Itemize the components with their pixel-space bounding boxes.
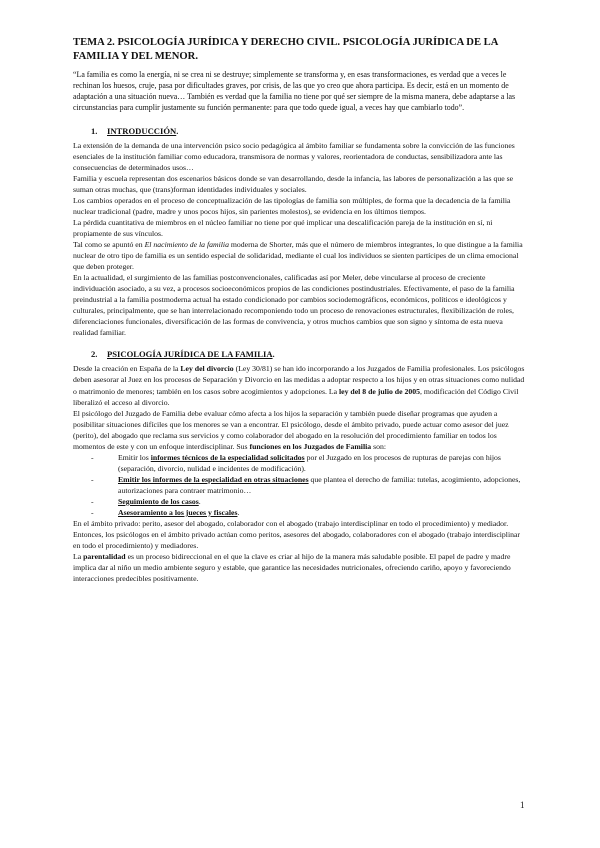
paragraph: Familia y escuela representan dos escenarios básicos donde se van desarrollando, desde la infancia, las labores de personalización a las que se suman otras muchas, que (trans)forman identidades individuales y sociales. xyxy=(73,173,514,194)
text-run: . xyxy=(198,496,201,506)
text-run: (Ley 30/81) se han ido incorporando a los Juzgados de Familia profesionales. Los psicólogos deben asesorar al Juez en los procesos de Separación y Divorcio en las medidas a adoptar respecto a los hijos y en otras situaciones como nulidad o matrimonio de menores; también en los casos sobre acogimientos y adopciones. La xyxy=(73,364,525,396)
list-dash: - xyxy=(91,508,94,518)
paragraph: En la actualidad, el surgimiento de las familias postconvencionales, calificadas así por Meler, debe vincularse al proceso de creciente individuación asociado, a su vez, a procesos socioeconómicos propios de las condiciones postindustriales. Efectivamente, el paso de la familia preindustrial a la familia postmoderna actual ha estado condicionado por cambios sociodemográficos, económicos, políticos e ideológicos y culturales, principalmente, que se han interrelacionado recomponiendo todo un proceso de renovaciones estructurales, flexibilización de roles, diferenciaciones funcionales, diversificación de las formas de convivencia, y otros muchos cambios que son signo y síntoma de esta nueva realidad familiar. xyxy=(73,273,515,338)
text-run: La xyxy=(73,552,84,562)
section-title-end: . xyxy=(272,349,275,360)
list-dash: - xyxy=(91,474,94,484)
bold-term: Ley del divorcio xyxy=(180,364,234,374)
paragraph xyxy=(73,408,527,452)
text-run: Emitir los xyxy=(118,452,151,462)
bold-term: ley del 8 de julio de 2005 xyxy=(339,386,420,396)
section-title-end: . xyxy=(176,125,179,136)
text-run: El psicólogo del Juzgado de Familia debe evaluar cómo afecta a los hijos la separación y también puede diseñar programas que ayuden a posibilitar situaciones difíciles que los menores se van a encontrar. El psicólogo, desde el ámbito privado, puede actuar como asesor del juez (perito), del abogado que reclama sus servicios y como colaborador del abogado en la resolución del procedimiento familiar en todos los momentos de este y con un enfoque interdisciplinar. Sus xyxy=(73,408,509,451)
list-dash: - xyxy=(91,496,94,506)
paragraph: Entonces, los psicólogos en el ámbito privado actúan como peritos, asesores del abogado, colaboradores con el abogado (trabajo interdisciplinar en todo el procedimiento) y mediadores. xyxy=(73,530,520,551)
bold-term: Seguimiento de los casos xyxy=(118,496,199,506)
section-number: 2. xyxy=(91,349,98,360)
functions-list xyxy=(73,452,527,518)
bold-term: Asesoramiento a los jueces y fiscales xyxy=(118,508,238,518)
paragraph xyxy=(73,363,527,407)
text-run: . xyxy=(237,508,240,518)
page-number: 1 xyxy=(520,800,525,810)
book-title: El nacimiento de la familia xyxy=(144,239,229,249)
paragraph: La pérdida cuantitativa de miembros en el núcleo familiar no tiene por qué implicar una descalificación pareja de la institución en sí, ni propiamente de sus vínculos. xyxy=(73,217,493,238)
paragraph: Los cambios operados en el proceso de conceptualización de las tipologías de familia son múltiples, de forma que la decadencia de la familia nuclear tradicional (padre, madre y unos pocos hijos, sin parientes molestos), se evidencia en los últimos tiempos. xyxy=(73,195,511,216)
list-item xyxy=(91,507,527,518)
bold-term: Emitir los informes de la especialidad en otras situaciones xyxy=(118,474,309,484)
text-run: , modificación del Código Civil liberalizó el acceso al divorcio. xyxy=(73,386,519,407)
paragraph xyxy=(73,239,527,272)
section-number: 1. xyxy=(91,125,98,136)
list-item xyxy=(91,496,527,507)
text-run: Desde la creación en España de la xyxy=(73,364,181,374)
document-title: TEMA 2. PSICOLOGÍA JURÍDICA Y DERECHO CIVIL. PSICOLOGÍA JURÍDICA DE LA FAMILIA Y DEL MENOR. xyxy=(73,37,498,62)
text-run: son: xyxy=(371,441,387,451)
section-heading-psicologia-familia xyxy=(73,349,527,360)
section-title: PSICOLOGÍA JURÍDICA DE LA FAMILIA xyxy=(107,349,273,360)
text-run: que plantea el derecho de familia: tutelas, acogimiento, adopciones, autorizaciones para contraer matrimonio… xyxy=(118,474,521,495)
document-page xyxy=(73,36,527,584)
text-run: es un proceso bidireccional en el que la clave es criar al hijo de la manera más saludable posible. El papel de padre y madre implica dar al niño un medio ambiente seguro y estable, que garantice las necesidades nutricionales, ofreciendo cariño, apoyo y favoreciendo interacciones predecibles positivamente. xyxy=(73,552,511,584)
paragraph xyxy=(73,551,527,584)
text-run: Tal como se apuntó en xyxy=(73,239,145,249)
epigraph-quote: “La familia es como la energía, ni se crea ni se destruye; simplemente se transforma y, en esas transformaciones, es verdad que a veces le rechinan los huesos, cruje, pasa por dificultades graves, por crisis, de las que yo creo que ahora participa. Es decir, está en un momento de adaptación a una situación nueva… También es verdad que la familia no tiene por qué ser siempre de la misma manera, debe adaptarse a las circunstancias para cumplir justamente su función permanente: para que todo quede igual, a veces hay que cambiarlo todo”. xyxy=(73,70,516,113)
list-dash: - xyxy=(91,452,94,462)
text-run: por el Juzgado en los procesos de rupturas de parejas con hijos (separación, divorcio, nulidad e incidentes de modificación). xyxy=(118,452,501,473)
bold-term: funciones en los Juzgados de Familia xyxy=(249,441,372,451)
section-heading-introduccion xyxy=(73,126,527,137)
paragraph: La extensión de la demanda de una intervención psico socio pedagógica al ámbito familiar se fundamenta sobre la convicción de las funciones esenciales de la institución familiar como educadora, transmisora de normas y valores, reorientadora de conductas, sensibilizadora ante las consecuencias de determinados usos… xyxy=(73,140,515,172)
section-title: INTRODUCCIÓN xyxy=(107,125,177,136)
bold-term: informes técnicos de la especialidad solicitados xyxy=(150,452,305,462)
paragraph: En el ámbito privado: perito, asesor del abogado, colaborador con el abogado (trabajo interdisciplinar en todo el procedimiento) y mediador. xyxy=(73,519,509,529)
bold-term: parentalidad xyxy=(83,552,126,562)
list-item xyxy=(91,474,527,496)
text-run: moderna de Shorter, más que el número de miembros integrantes, lo que distingue a la familia nuclear de otro tipo de familia es un sentido especial de solidaridad, mediante el cual los individuos se sienten partícipes de un clima emocional que deben proteger. xyxy=(73,239,523,272)
list-item xyxy=(91,452,527,474)
